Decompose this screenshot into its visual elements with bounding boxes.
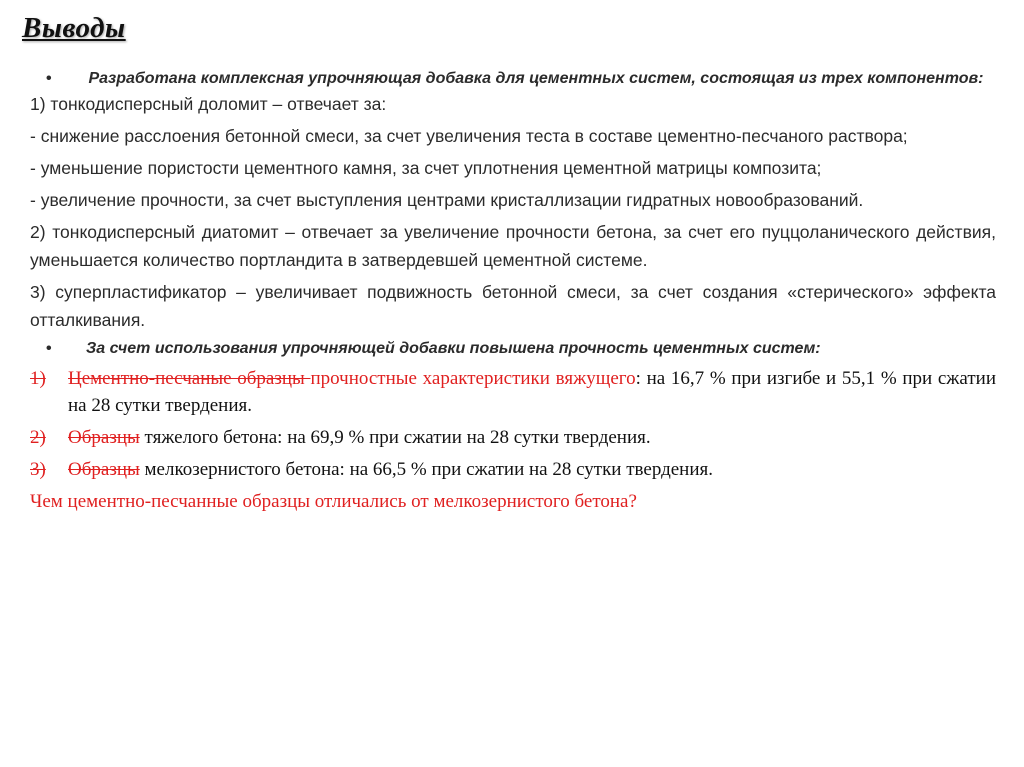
bullet-text: За счет использования упрочняющей добавки повышена прочность цементных систем: bbox=[86, 340, 821, 357]
struck-text: Образцы bbox=[68, 459, 140, 480]
result-number: 1) bbox=[30, 368, 46, 389]
bullet-marker: • bbox=[46, 340, 52, 357]
result-number: 3) bbox=[30, 459, 46, 480]
bullet-point-additive bbox=[30, 68, 996, 90]
bullet-point-strength bbox=[30, 338, 996, 360]
bullet-marker: • bbox=[46, 70, 52, 87]
result-item bbox=[30, 424, 996, 451]
paragraph-dolomite: 1) тонкодисперсный доломит – отвечает за: bbox=[30, 94, 387, 114]
paragraph-strength: - увеличение прочности, за счет выступления центрами кристаллизации гидратных новообразований. bbox=[30, 190, 864, 210]
result-item bbox=[30, 365, 996, 419]
paragraph-superplasticizer: 3) суперпластификатор – увеличивает подвижность бетонной смеси, за счет создания «стерического» эффекта отталкивания. bbox=[30, 282, 996, 330]
paragraph-diatomite: 2) тонкодисперсный диатомит – отвечает за увеличение прочности бетона, за счет его пуццоланического действия, уменьшается количество портландита в затвердевшей цементной системе. bbox=[30, 222, 996, 270]
slide-content bbox=[30, 68, 996, 515]
result-number: 2) bbox=[30, 427, 46, 448]
results-list bbox=[30, 365, 996, 515]
red-text: прочностные характеристики вяжущего bbox=[310, 368, 636, 389]
question-text: Чем цементно-песчанные образцы отличались от мелкозернистого бетона? bbox=[30, 491, 637, 512]
result-text: тяжелого бетона: на 69,9 % при сжатии на 28 сутки твердения. bbox=[139, 427, 651, 448]
result-item bbox=[30, 456, 996, 483]
paragraph-porosity: - уменьшение пористости цементного камня, за счет уплотнения цементной матрицы композита; bbox=[30, 158, 822, 178]
result-text: : на 16,7 % при изгибе и 55,1 % при сжатии на 28 сутки твердения. bbox=[68, 368, 996, 416]
bullet-text: Разработана комплексная упрочняющая добавка для цементных систем, состоящая из трех компонентов: bbox=[88, 70, 984, 87]
struck-text: Цементно-песчаные образцы bbox=[68, 368, 311, 389]
slide-title: Выводы bbox=[22, 12, 126, 44]
struck-text: Образцы bbox=[68, 427, 140, 448]
result-text: мелкозернистого бетона: на 66,5 % при сжатии на 28 сутки твердения. bbox=[139, 459, 713, 480]
paragraph-segregation: - снижение расслоения бетонной смеси, за счет увеличения теста в составе цементно-песчаного раствора; bbox=[30, 126, 908, 146]
